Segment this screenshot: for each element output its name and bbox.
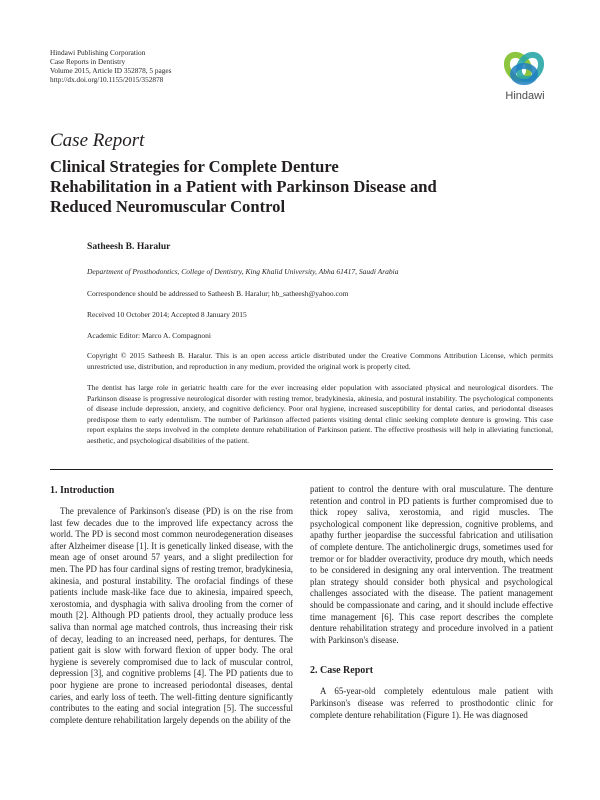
section-heading-introduction: 1. Introduction: [50, 485, 115, 496]
article-type: Case Report: [50, 130, 145, 151]
section-divider: [50, 469, 553, 470]
title-line: Clinical Strategies for Complete Denture: [50, 157, 339, 176]
abstract: The dentist has large role in geriatric health care for the ever increasing elder population with associated physical and neurological disorders. The Parkinson disease is progressive neurological disorder with resting tremor, bradykinesia, akinesia, and postural instability. The psychological components of disease include depression, anxiety, and cognitive deficiency. Poor oral hygiene, increased susceptibility for dental caries, and periodontal diseases predispose them to early edentulism. The number of Parkinson affected patients visiting dental clinic seeking complete denture is growing. This case report explains the steps involved in the complete denture rehabilitation of Parkinson patient. The effective prosthesis will help in alleviating functional, aesthetic, and psychological disabilities of the patient.: [87, 383, 553, 445]
affiliation: Department of Prosthodontics, College of Dentistry, King Khalid University, Abha 61417, Saudi Arabia: [87, 267, 399, 276]
doi-link[interactable]: http://dx.doi.org/10.1155/2015/352878: [50, 74, 164, 84]
correspondence: Correspondence should be addressed to Satheesh B. Haralur; hb_satheesh@yahoo.com: [87, 289, 349, 298]
paragraph: The prevalence of Parkinson's disease (PD) is on the rise from last few decades due to the improved life expectancy across the world. The PD is second most common neurodegeneration diseases after Alzheimer disease [1]. It is genetically linked disease, with the mean age of onset around 57 years, and a slight predilection for men. The PD has four cardinal signs of resting tremor, bradykinesia, akinesia, and postural instability. The orofacial findings of these patients include mask-like face due to akinesia, impaired speech, xerostomia, and dysphagia with saliva drooling from the corner of mouth [2]. Although PD patients drool, they actually produce less saliva than normal age matched controls, thus increasing their risk of decay, leading to an increased need, perhaps, for dentures. The patient gait is slow with forward flexion of upper body. The oral hygiene is severely compromised due to lack of muscular control, depression [3], and cognitive problems [4]. The PD patients due to poor hygiene are prone to increased periodontal diseases, dental caries, and early loss of teeth. The well-fitting denture significantly contributes to the eating and social integration [5]. The successful complete denture rehabilitation largely depends on the ability of the: [50, 506, 293, 725]
journal-meta: [50, 49, 171, 85]
academic-editor: Academic Editor: Marco A. Compagnoni: [87, 331, 211, 340]
paragraph: A 65-year-old completely edentulous male patient with Parkinson's disease was referred to prosthodontic clinic for complete denture rehabilitation (Figure 1). He was diagnosed: [310, 686, 553, 720]
section-heading-case-report: 2. Case Report: [310, 665, 374, 677]
author-name: Satheesh B. Haralur: [87, 241, 171, 252]
copyright-notice: Copyright © 2015 Satheesh B. Haralur. This is an open access article distributed under the Creative Commons Attribution License, which permits unrestricted use, distribution, and reproduction in any medium, provided the original work is properly cited.: [87, 351, 553, 372]
hindawi-logo-text: Hindawi: [505, 90, 545, 102]
volume-info: Volume 2015, Article ID 352878, 5 pages: [50, 65, 172, 75]
title-line: Rehabilitation in a Patient with Parkinson Disease and: [50, 177, 437, 196]
publisher-name: Hindawi Publishing Corporation: [50, 48, 146, 57]
title-line: Reduced Neuromuscular Control: [50, 197, 286, 216]
right-column: [310, 484, 553, 721]
left-column: [50, 484, 293, 726]
received-accepted-dates: Received 10 October 2014; Accepted 8 January 2015: [87, 310, 247, 319]
article-title: [50, 157, 570, 217]
journal-name: Case Reports in Dentistry: [50, 56, 126, 66]
paragraph: patient to control the denture with oral musculature. The denture retention and control in PD patients is further compromised due to thick ropey saliva, xerostomia, and rigid muscles. The psychological component like depression, cognitive problems, and apathy further jeopardise the successful fabrication and utilisation of complete denture. The anticholinergic drugs, sometimes used for tremor or for bladder overactivity, produce dry mouth, which needs to be considered in designing any oral intervention. The treatment plan strategy should consider both physical and psychological challenges associated with the disease. The patient management should be compassionate and caring, and it should include effective time management [6]. This case report describes the complete denture rehabilitation strategy and procedure involved in a patient with Parkinson's disease.: [310, 484, 553, 645]
